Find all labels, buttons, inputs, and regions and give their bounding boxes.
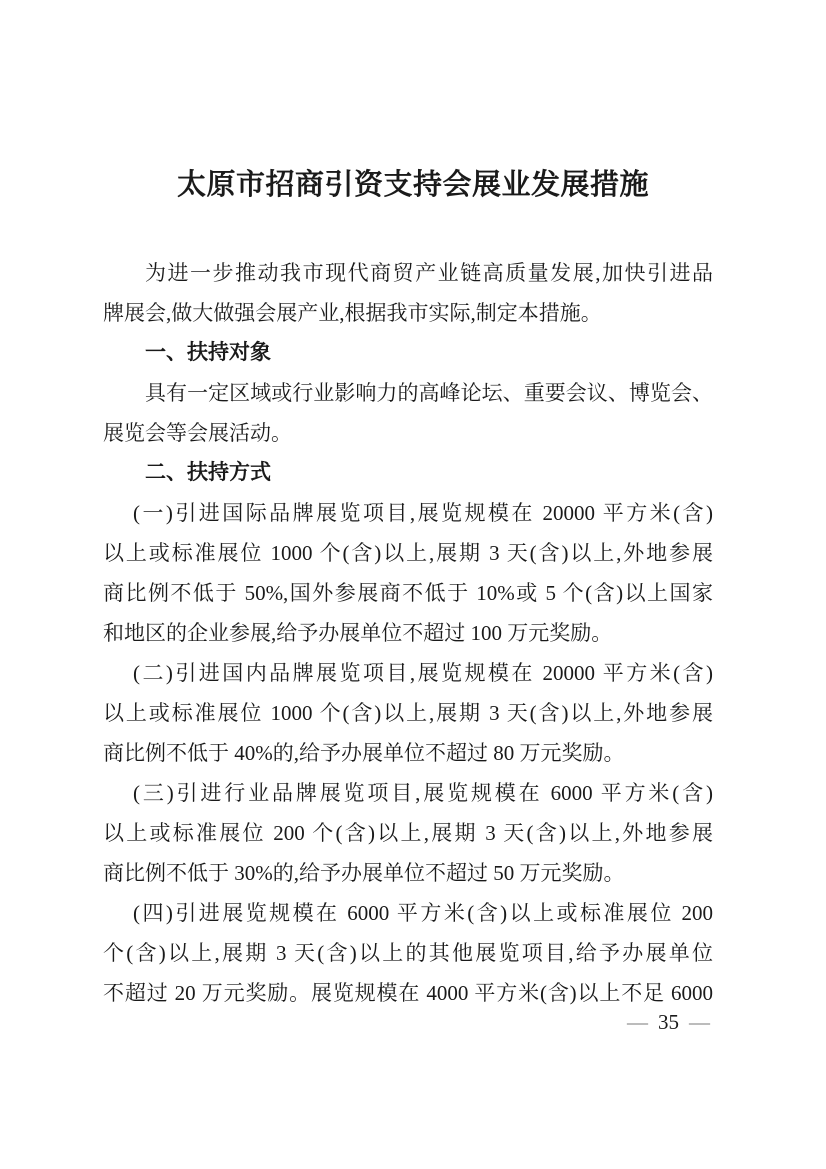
support-target-line-1: 具有一定区域或行业影响力的高峰论坛、重要会议、博览会、 <box>145 381 713 405</box>
clause-1-line-3: 商比例不低于 50%,国外参展商不低于 10%或 5 个(含)以上国家 <box>103 581 713 605</box>
clause-2-line-1: (二)引进国内品牌展览项目,展览规模在 20000 平方米(含) <box>133 661 713 685</box>
clause-4-line-1: (四)引进展览规模在 6000 平方米(含)以上或标准展位 200 <box>133 901 713 925</box>
page-number-right-dash: — <box>689 1010 710 1034</box>
section-2-heading: 二、扶持方式 <box>145 461 271 484</box>
clause-4-line-3: 不超过 20 万元奖励。展览规模在 4000 平方米(含)以上不足 6000 <box>103 981 713 1005</box>
intro-line-2: 牌展会,做大做强会展产业,根据我市实际,制定本措施。 <box>103 301 602 325</box>
page-number-left-dash: — <box>627 1010 648 1034</box>
intro-line-1: 为进一步推动我市现代商贸产业链高质量发展,加快引进品 <box>145 261 713 285</box>
clause-3-line-3: 商比例不低于 30%的,给予办展单位不超过 50 万元奖励。 <box>103 861 625 885</box>
support-target-line-2: 展览会等会展活动。 <box>103 421 292 445</box>
clause-1-line-1: (一)引进国际品牌展览项目,展览规模在 20000 平方米(含) <box>133 501 713 525</box>
document-body <box>103 253 713 1013</box>
clause-1-line-2: 以上或标准展位 1000 个(含)以上,展期 3 天(含)以上,外地参展 <box>103 541 713 565</box>
clause-1-line-4: 和地区的企业参展,给予办展单位不超过 100 万元奖励。 <box>103 621 613 645</box>
clause-2-line-2: 以上或标准展位 1000 个(含)以上,展期 3 天(含)以上,外地参展 <box>103 701 713 725</box>
clause-3-line-1: (三)引进行业品牌展览项目,展览规模在 6000 平方米(含) <box>133 781 713 805</box>
section-1-heading: 一、扶持对象 <box>145 341 271 364</box>
clause-3-line-2: 以上或标准展位 200 个(含)以上,展期 3 天(含)以上,外地参展 <box>103 821 713 845</box>
page-number-value: 35 <box>658 1010 679 1034</box>
page-number <box>627 1008 710 1036</box>
clause-4-line-2: 个(含)以上,展期 3 天(含)以上的其他展览项目,给予办展单位 <box>103 941 713 965</box>
document-title: 太原市招商引资支持会展业发展措施 <box>176 169 649 201</box>
clause-2-line-3: 商比例不低于 40%的,给予办展单位不超过 80 万元奖励。 <box>103 741 625 765</box>
